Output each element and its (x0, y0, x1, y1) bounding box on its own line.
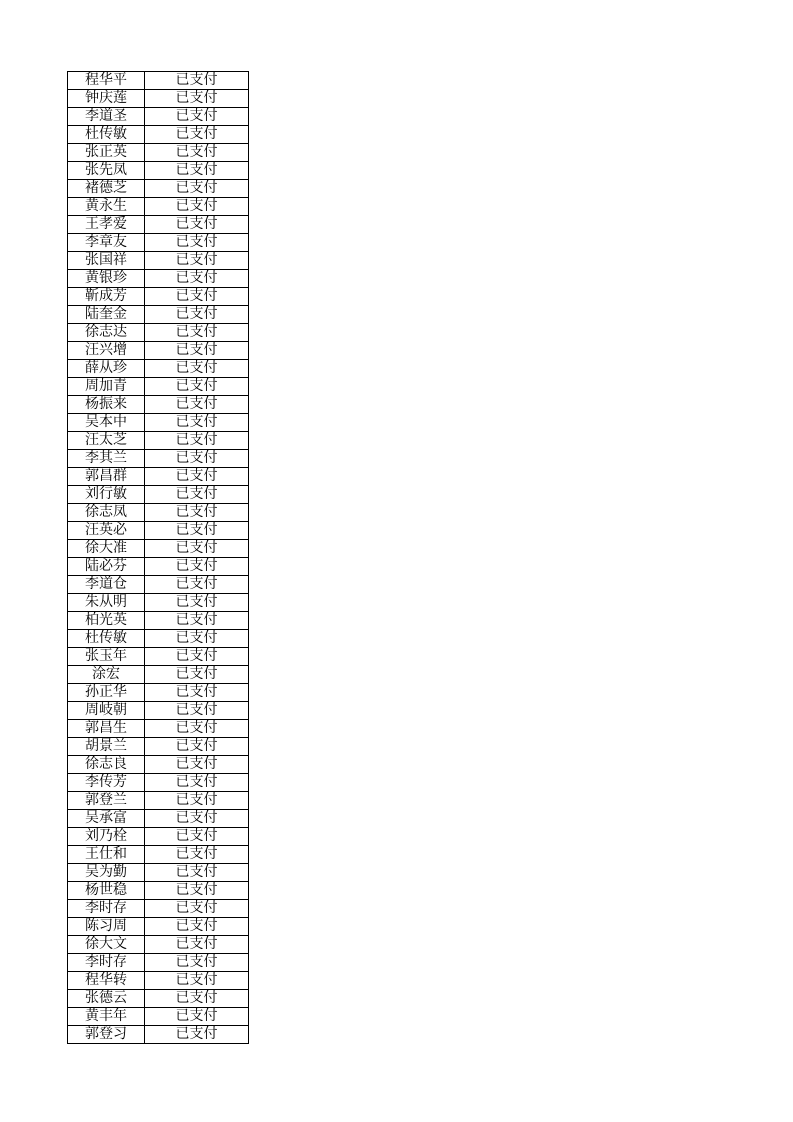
name-cell: 李时存 (68, 954, 145, 972)
name-cell: 靳成芳 (68, 288, 145, 306)
payment-status-cell: 已支付 (145, 450, 249, 468)
table-row (68, 864, 249, 882)
name-cell: 杨世稳 (68, 882, 145, 900)
table-row (68, 288, 249, 306)
table-row (68, 792, 249, 810)
table-row (68, 810, 249, 828)
name-cell: 李其兰 (68, 450, 145, 468)
table-row (68, 828, 249, 846)
table-row (68, 90, 249, 108)
payment-status-cell: 已支付 (145, 720, 249, 738)
payment-status-cell: 已支付 (145, 702, 249, 720)
name-cell: 胡景兰 (68, 738, 145, 756)
table-row (68, 882, 249, 900)
name-cell: 李道圣 (68, 108, 145, 126)
table-row (68, 1026, 249, 1044)
payment-status-cell: 已支付 (145, 306, 249, 324)
name-cell: 陆必芬 (68, 558, 145, 576)
name-cell: 杜传敏 (68, 126, 145, 144)
payment-status-cell: 已支付 (145, 180, 249, 198)
name-cell: 陈习周 (68, 918, 145, 936)
table-row (68, 468, 249, 486)
table-row (68, 684, 249, 702)
name-cell: 吴本中 (68, 414, 145, 432)
table-row (68, 702, 249, 720)
name-cell: 刘行敏 (68, 486, 145, 504)
payment-status-cell: 已支付 (145, 900, 249, 918)
table-row (68, 972, 249, 990)
name-cell: 程华转 (68, 972, 145, 990)
payment-status-cell: 已支付 (145, 540, 249, 558)
payment-status-cell: 已支付 (145, 828, 249, 846)
table-row (68, 180, 249, 198)
name-cell: 李时存 (68, 900, 145, 918)
payment-status-cell: 已支付 (145, 1026, 249, 1044)
name-cell: 张国祥 (68, 252, 145, 270)
payment-status-cell: 已支付 (145, 648, 249, 666)
name-cell: 朱从明 (68, 594, 145, 612)
name-cell: 黄银珍 (68, 270, 145, 288)
name-cell: 郭登兰 (68, 792, 145, 810)
payment-status-cell: 已支付 (145, 738, 249, 756)
name-cell: 李章友 (68, 234, 145, 252)
table-row (68, 432, 249, 450)
table-row (68, 540, 249, 558)
payment-status-cell: 已支付 (145, 126, 249, 144)
payment-status-cell: 已支付 (145, 1008, 249, 1026)
payment-table-body (68, 72, 249, 1044)
name-cell: 张德云 (68, 990, 145, 1008)
payment-status-cell: 已支付 (145, 72, 249, 90)
table-row (68, 450, 249, 468)
table-row (68, 918, 249, 936)
payment-status-cell: 已支付 (145, 756, 249, 774)
payment-status-cell: 已支付 (145, 396, 249, 414)
payment-status-cell: 已支付 (145, 378, 249, 396)
table-row (68, 342, 249, 360)
name-cell: 徐志良 (68, 756, 145, 774)
table-row (68, 72, 249, 90)
name-cell: 周加青 (68, 378, 145, 396)
payment-status-cell: 已支付 (145, 252, 249, 270)
table-row (68, 234, 249, 252)
name-cell: 徐志凤 (68, 504, 145, 522)
payment-status-cell: 已支付 (145, 792, 249, 810)
table-row (68, 954, 249, 972)
payment-status-cell: 已支付 (145, 324, 249, 342)
table-row (68, 630, 249, 648)
payment-status-cell: 已支付 (145, 432, 249, 450)
name-cell: 陆奎金 (68, 306, 145, 324)
payment-status-cell: 已支付 (145, 198, 249, 216)
payment-status-cell: 已支付 (145, 522, 249, 540)
name-cell: 周岐朝 (68, 702, 145, 720)
payment-status-cell: 已支付 (145, 414, 249, 432)
table-row (68, 576, 249, 594)
name-cell: 汪兴增 (68, 342, 145, 360)
payment-status-cell: 已支付 (145, 504, 249, 522)
name-cell: 杨振来 (68, 396, 145, 414)
payment-status-cell: 已支付 (145, 972, 249, 990)
table-row (68, 504, 249, 522)
table-row (68, 360, 249, 378)
payment-status-cell: 已支付 (145, 216, 249, 234)
payment-status-cell: 已支付 (145, 864, 249, 882)
payment-status-cell: 已支付 (145, 630, 249, 648)
name-cell: 刘乃栓 (68, 828, 145, 846)
table-row (68, 414, 249, 432)
table-row (68, 108, 249, 126)
table-row (68, 648, 249, 666)
table-row (68, 270, 249, 288)
table-row (68, 936, 249, 954)
payment-status-cell: 已支付 (145, 162, 249, 180)
payment-status-cell: 已支付 (145, 108, 249, 126)
name-cell: 徐大准 (68, 540, 145, 558)
table-row (68, 774, 249, 792)
payment-status-cell: 已支付 (145, 612, 249, 630)
table-row (68, 612, 249, 630)
name-cell: 孙正华 (68, 684, 145, 702)
payment-status-cell: 已支付 (145, 342, 249, 360)
payment-status-cell: 已支付 (145, 234, 249, 252)
payment-status-cell: 已支付 (145, 270, 249, 288)
table-row (68, 990, 249, 1008)
name-cell: 吴承富 (68, 810, 145, 828)
name-cell: 张先凤 (68, 162, 145, 180)
payment-status-cell: 已支付 (145, 936, 249, 954)
name-cell: 王孝爱 (68, 216, 145, 234)
name-cell: 杜传敏 (68, 630, 145, 648)
payment-status-cell: 已支付 (145, 468, 249, 486)
table-row (68, 198, 249, 216)
payment-status-cell: 已支付 (145, 990, 249, 1008)
name-cell: 褚德芝 (68, 180, 145, 198)
name-cell: 郭昌生 (68, 720, 145, 738)
name-cell: 徐大文 (68, 936, 145, 954)
table-row (68, 216, 249, 234)
payment-status-cell: 已支付 (145, 666, 249, 684)
payment-status-cell: 已支付 (145, 558, 249, 576)
payment-status-cell: 已支付 (145, 486, 249, 504)
table-row (68, 1008, 249, 1026)
table-row (68, 252, 249, 270)
table-row (68, 666, 249, 684)
name-cell: 徐志达 (68, 324, 145, 342)
name-cell: 汪英必 (68, 522, 145, 540)
name-cell: 张正英 (68, 144, 145, 162)
payment-status-cell: 已支付 (145, 360, 249, 378)
table-row (68, 522, 249, 540)
payment-status-cell: 已支付 (145, 918, 249, 936)
name-cell: 程华平 (68, 72, 145, 90)
name-cell: 黄丰年 (68, 1008, 145, 1026)
name-cell: 薛从珍 (68, 360, 145, 378)
table-row (68, 324, 249, 342)
table-row (68, 756, 249, 774)
table-row (68, 378, 249, 396)
name-cell: 吴为勤 (68, 864, 145, 882)
table-row (68, 126, 249, 144)
payment-status-cell: 已支付 (145, 594, 249, 612)
payment-status-cell: 已支付 (145, 846, 249, 864)
payment-status-cell: 已支付 (145, 576, 249, 594)
name-cell: 柏光英 (68, 612, 145, 630)
table-row (68, 738, 249, 756)
name-cell: 郭昌群 (68, 468, 145, 486)
name-cell: 王仕和 (68, 846, 145, 864)
payment-status-cell: 已支付 (145, 882, 249, 900)
name-cell: 汪太芝 (68, 432, 145, 450)
payment-status-cell: 已支付 (145, 288, 249, 306)
name-cell: 涂宏 (68, 666, 145, 684)
table-row (68, 162, 249, 180)
table-row (68, 594, 249, 612)
payment-status-cell: 已支付 (145, 144, 249, 162)
table-row (68, 846, 249, 864)
name-cell: 李传芳 (68, 774, 145, 792)
payment-status-cell: 已支付 (145, 774, 249, 792)
payment-status-cell: 已支付 (145, 954, 249, 972)
name-cell: 李道仓 (68, 576, 145, 594)
name-cell: 郭登习 (68, 1026, 145, 1044)
payment-status-cell: 已支付 (145, 684, 249, 702)
table-row (68, 558, 249, 576)
payment-table (67, 71, 249, 1044)
payment-status-cell: 已支付 (145, 810, 249, 828)
payment-status-cell: 已支付 (145, 90, 249, 108)
name-cell: 张玉年 (68, 648, 145, 666)
table-row (68, 720, 249, 738)
name-cell: 钟庆莲 (68, 90, 145, 108)
table-row (68, 396, 249, 414)
table-row (68, 900, 249, 918)
table-row (68, 306, 249, 324)
table-row (68, 144, 249, 162)
table-row (68, 486, 249, 504)
name-cell: 黄永生 (68, 198, 145, 216)
